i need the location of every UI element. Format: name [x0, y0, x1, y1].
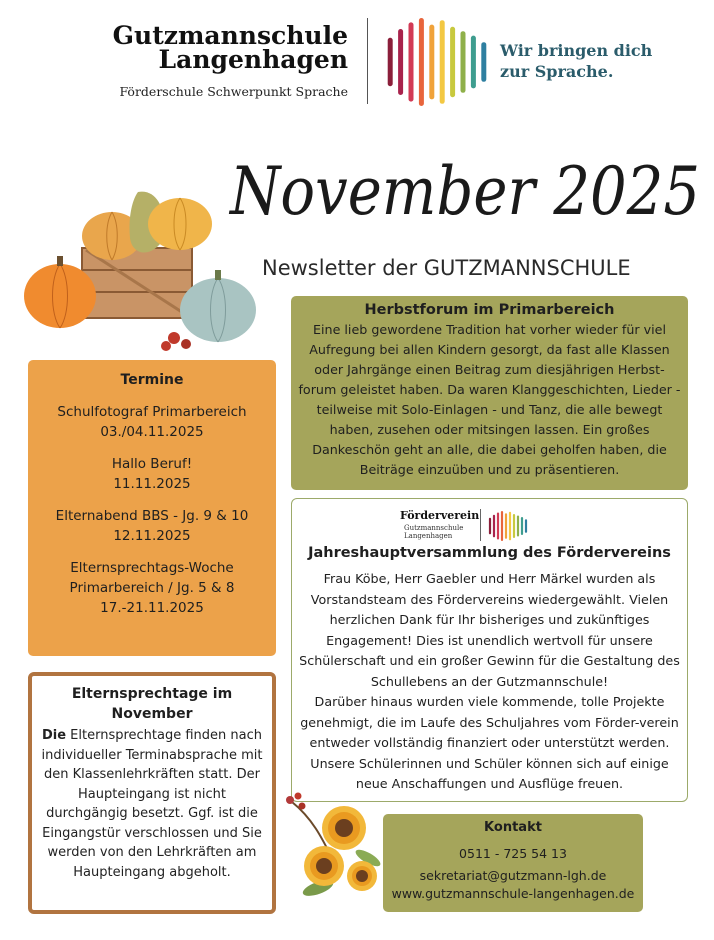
slogan-line1: Wir bringen dich: [500, 41, 653, 60]
pumpkin-illustration: [20, 178, 270, 358]
event-item: [36, 402, 268, 442]
logo-bar: [450, 27, 455, 97]
logo-bar: [497, 513, 499, 540]
logo-bar: [440, 20, 445, 104]
body-text: Elternsprechtage finden nach individueller Terminabsprache mit den Klassenlehrkräften statt. Der Haupteingang ist nicht durchgängig besetzt. Ggf. ist die Eingangstür verschlossen und Sie werden von den Lehrkräften am Haupteingang abgeholt.: [41, 728, 263, 880]
kontakt-box: [383, 814, 643, 912]
foerderverein-logo: [400, 507, 550, 543]
foerderverein-text: [298, 569, 681, 795]
kontakt-heading: Kontakt: [484, 820, 542, 835]
event-date: 12.11.2025: [113, 528, 191, 544]
event-title: Elternabend BBS - Jg. 9 & 10: [55, 508, 249, 524]
logo-bar: [429, 25, 434, 100]
month-title-text: November 2025: [228, 153, 701, 230]
contact-email[interactable]: sekretariat@gutzmann-lgh.de: [419, 868, 607, 883]
herbstforum-text: Eine lieb gewordene Tradition hat vorher wieder für viel Aufregung bei allen Kindern gesorgt, da fast alle Klassen oder Jahrgänge einen Beitrag zum diesjährigen Herbst-forum geleistet haben. Da waren Klanggeschichten, Lieder - teilweise mit Solo-Einlagen - und Tanz, die alle bewegt haben, zusehen oder mitsingen lassen. Ein großes Dankeschön geht an alle, die dabei geholfen haben, die Beiträge einzuüben und zu präsentieren.: [298, 322, 681, 477]
month-title: [222, 122, 708, 252]
logo-bar: [419, 18, 424, 106]
elternsprechtage-heading: [38, 684, 266, 724]
foerderverein-box: [291, 498, 688, 802]
logo-bar: [388, 38, 393, 86]
school-name: [112, 21, 348, 74]
event-date: 03./04.11.2025: [100, 424, 204, 440]
sunflower: [347, 861, 377, 891]
header-divider: [367, 18, 368, 104]
sunflower: [304, 846, 344, 886]
logo-bar: [409, 22, 414, 101]
logo-bar: [501, 511, 503, 541]
logo-bar: [513, 514, 515, 538]
logo-sub-line2: Langenhagen: [404, 532, 453, 540]
logo-bar: [481, 42, 486, 82]
front-orange-pumpkin: [24, 264, 96, 328]
slogan-line2: zur Sprache.: [500, 62, 614, 81]
logo-divider: [480, 509, 481, 541]
contact-website[interactable]: www.gutzmannschule-langenhagen.de: [391, 886, 635, 901]
event-date: 11.11.2025: [113, 476, 191, 492]
event-date: 17.-21.11.2025: [100, 600, 204, 616]
event-title-line2: Primarbereich / Jg. 5 & 8: [69, 580, 235, 596]
school-logo-bars: [385, 18, 489, 106]
foerderverein-paragraph: Frau Köbe, Herr Gaebler und Herr Märkel wurden als Vorstandsteam des Fördervereins wiedergewählt. Vielen herzlichen Dank für Ihr bisheriges und zukünftiges Engagement! Dies ist unendlich wertvoll für unsere Schülerschaft und ein großer Gewinn für die Gestaltung des Schullebens an der Gutzmannschule!: [299, 571, 680, 689]
school-name-line2: Langenhagen: [158, 45, 348, 74]
logo-bar: [505, 513, 507, 539]
heading-line1: Elternsprechtage im: [71, 686, 233, 702]
event-item: [36, 558, 268, 618]
logo-bar: [525, 519, 527, 533]
blue-pumpkin: [180, 278, 256, 342]
school-subtitle: Förderschule Schwerpunkt Sprache: [119, 84, 348, 99]
bold-word: Die: [41, 728, 67, 743]
logo-bar: [398, 29, 403, 95]
event-title: Schulfotograf Primarbereich: [57, 404, 247, 420]
termine-box: [28, 360, 276, 656]
foerderverein-paragraph: Darüber hinaus wurden viele kommende, tolle Projekte genehmigt, die im Laufe des Schuljahres vom Förder-verein entweder vollständig finanziert oder unterstützt werden. Unsere Schülerinnen und Schüler können sich auf einige neue Anschaffungen und Ausflüge freuen.: [300, 694, 679, 791]
heading-line2: November: [111, 706, 193, 722]
logo-bar: [493, 515, 495, 538]
herbstforum-heading: Herbstforum im Primarbereich: [364, 302, 615, 318]
logo-bar: [517, 516, 519, 537]
sunflower-illustration: [282, 788, 390, 906]
foerderverein-logo-bars: [488, 511, 528, 541]
logo-bar: [461, 31, 466, 93]
logo-sub-line1: Gutzmannschule: [404, 524, 464, 532]
slogan: [500, 40, 700, 82]
logo-bar: [471, 36, 476, 89]
event-title-line1: Elternsprechtags-Woche: [70, 560, 234, 576]
contact-phone: 0511 - 725 54 13: [459, 846, 567, 861]
event-item: [36, 506, 268, 546]
logo-bar: [521, 517, 523, 535]
herbstforum-box: [291, 296, 688, 490]
sunflower: [322, 806, 366, 850]
elternsprechtage-text: [38, 726, 266, 882]
event-title: Hallo Beruf!: [111, 456, 193, 472]
elternsprechtage-box: [28, 672, 276, 914]
newsletter-subtitle: Newsletter der GUTZMANNSCHULE: [262, 256, 631, 280]
logo-bar: [489, 518, 491, 535]
foerderverein-logo-word: Förderverein: [400, 509, 480, 522]
event-item: [36, 454, 268, 494]
termine-heading: Termine: [120, 372, 184, 388]
logo-bar: [509, 512, 511, 541]
school-name-line1: Gutzmannschule: [112, 21, 348, 50]
foerderverein-heading: Jahreshauptversammlung des Fördervereins: [308, 545, 671, 561]
foerderverein-logo-sub: [404, 524, 463, 540]
yellow-pumpkin: [148, 198, 212, 250]
